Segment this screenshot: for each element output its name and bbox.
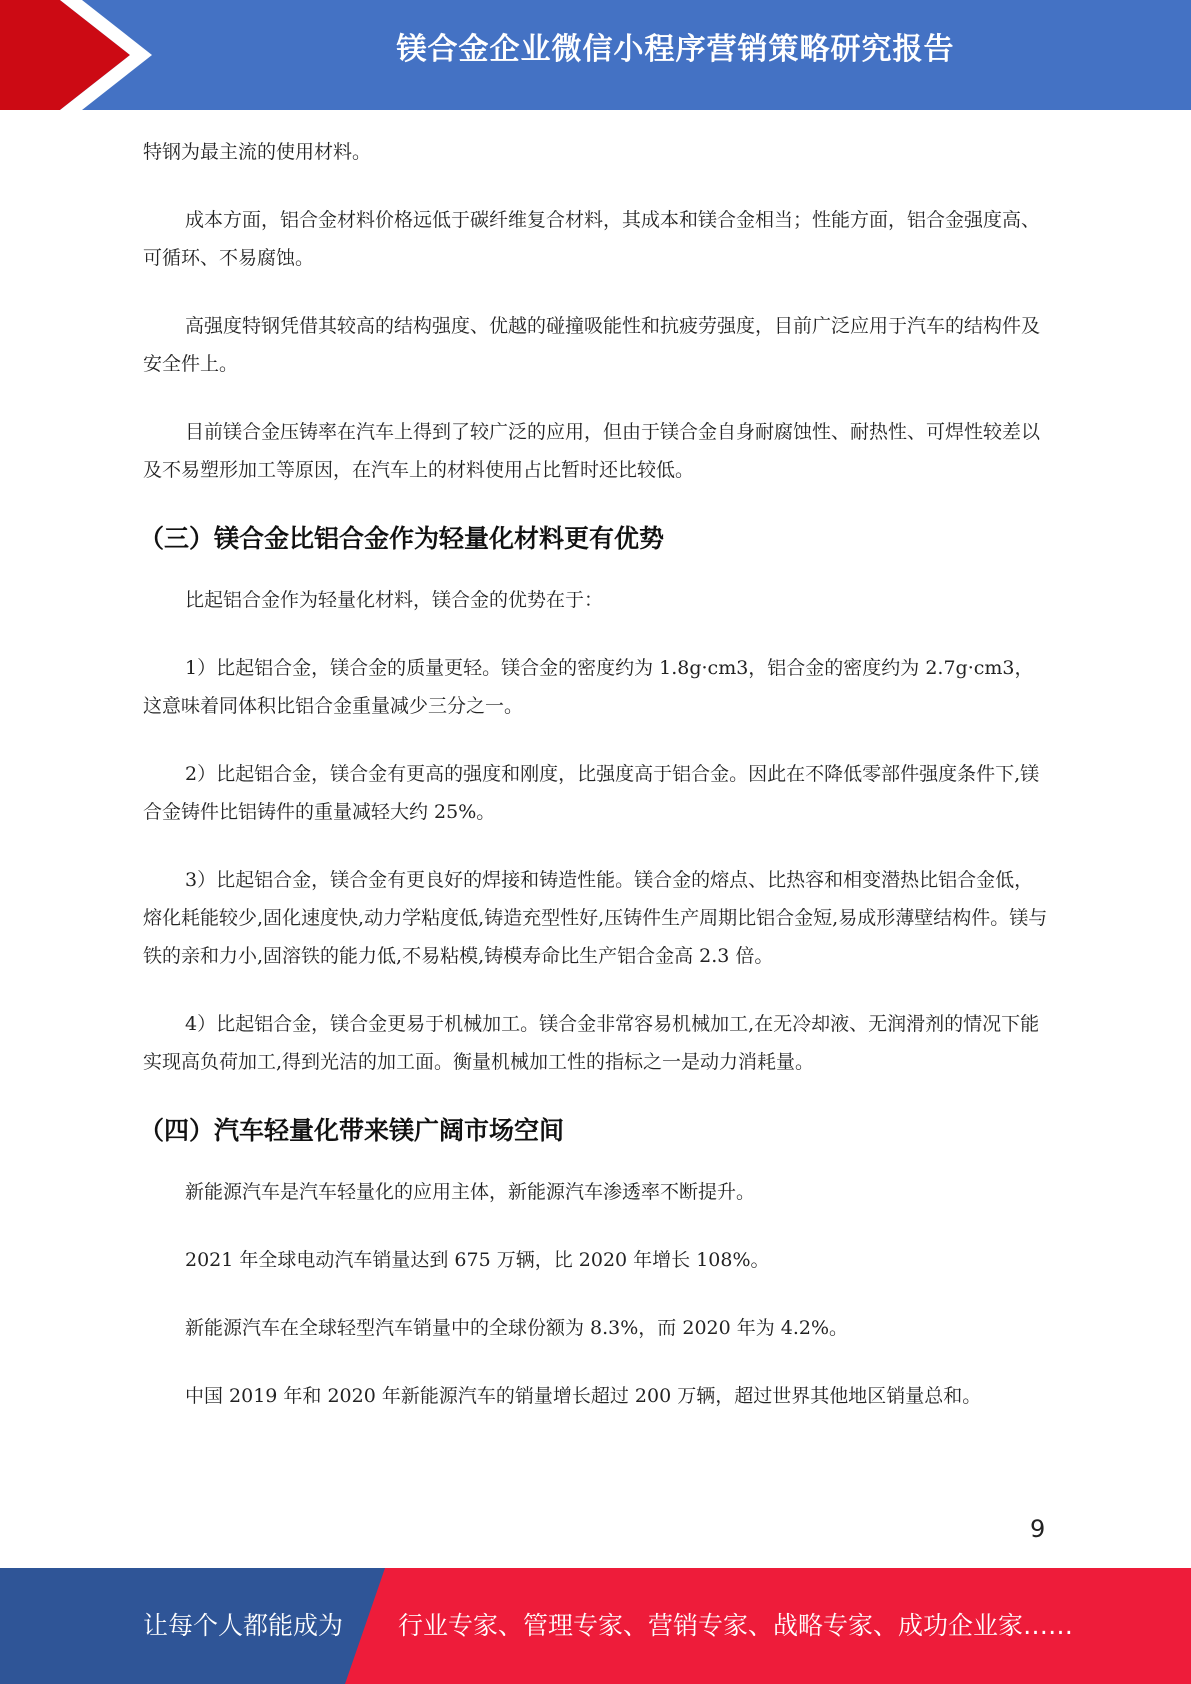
footer-slogan-right: 行业专家、管理专家、营销专家、战略专家、成功企业家…… (398, 1611, 1074, 1640)
paragraph: 成本方面，铝合金材料价格远低于碳纤维复合材料，其成本和镁合金相当；性能方面，铝合金强度高、可循环、不易腐蚀。 (143, 209, 1041, 269)
section-heading: （四）汽车轻量化带来镁广阔市场空间 (139, 1116, 565, 1145)
paragraph: 2）比起铝合金，镁合金有更高的强度和刚度，比强度高于铝合金。因此在不降低零部件强度条件下,镁合金铸件比铝铸件的重量减轻大约 25%。 (143, 763, 1040, 823)
paragraph: 2021 年全球电动汽车销量达到 675 万辆，比 2020 年增长 108%。 (185, 1249, 770, 1271)
paragraph: 比起铝合金作为轻量化材料，镁合金的优势在于： (185, 589, 604, 611)
paragraph: 3）比起铝合金，镁合金有更良好的焊接和铸造性能。镁合金的熔点、比热容和相变潜热比铝合金低，熔化耗能较少,固化速度快,动力学粘度低,铸造充型性好,压铸件生产周期比铝合金短,易成形薄壁结构件。镁与铁的亲和力小,固溶铁的能力低,不易粘模,铸模寿命比生产铝合金高 2.3 倍。 (143, 869, 1048, 967)
paragraph: 中国 2019 年和 2020 年新能源汽车的销量增长超过 200 万辆，超过世界其他地区销量总和。 (185, 1385, 982, 1407)
paragraph: 目前镁合金压铸率在汽车上得到了较广泛的应用，但由于镁合金自身耐腐蚀性、耐热性、可焊性较差以及不易塑形加工等原因，在汽车上的材料使用占比暂时还比较低。 (143, 421, 1041, 481)
document-body (139, 133, 1048, 1445)
paragraph: 高强度特钢凭借其较高的结构强度、优越的碰撞吸能性和抗疲劳强度，目前广泛应用于汽车的结构件及安全件上。 (143, 315, 1041, 375)
paragraph: 特钢为最主流的使用材料。 (143, 141, 372, 163)
paragraph: 新能源汽车是汽车轻量化的应用主体，新能源汽车渗透率不断提升。 (185, 1181, 756, 1203)
document-title: 镁合金企业微信小程序营销策略研究报告 (396, 32, 955, 67)
paragraph: 1）比起铝合金，镁合金的质量更轻。镁合金的密度约为 1.8g·cm3，铝合金的密度约为 2.7g·cm3，这意味着同体积比铝合金重量减少三分之一。 (143, 657, 1034, 717)
page-number: 9 (1030, 1515, 1046, 1543)
paragraph: 新能源汽车在全球轻型汽车销量中的全球份额为 8.3%，而 2020 年为 4.2%。 (185, 1317, 849, 1339)
section-heading: （三）镁合金比铝合金作为轻量化材料更有优势 (139, 524, 665, 553)
page-footer (0, 1568, 1191, 1684)
page-header (0, 0, 1191, 110)
paragraph: 4）比起铝合金，镁合金更易于机械加工。镁合金非常容易机械加工,在无冷却液、无润滑剂的情况下能实现高负荷加工,得到光洁的加工面。衡量机械加工性的指标之一是动力消耗量。 (143, 1013, 1040, 1073)
footer-slogan-left: 让每个人都能成为 (143, 1611, 344, 1640)
